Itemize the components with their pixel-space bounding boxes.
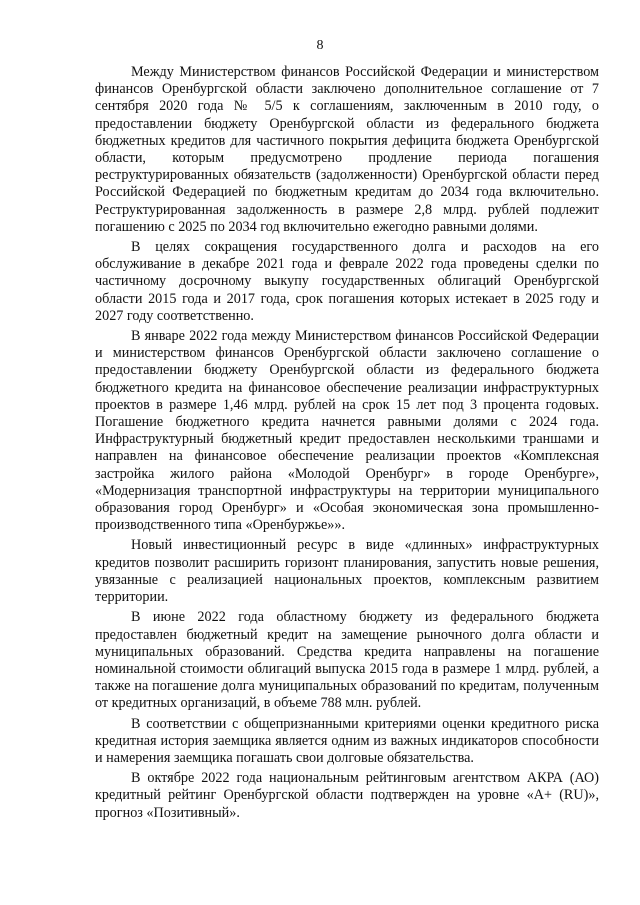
paragraph-bond-buyback: В целях сокращения государственного долга и расходов на его обслуживание в декабре 2021 года и феврале 2022 года проведены сделки по частичному досрочному выкупу государственных облигаций Оренбургской области 2015 года и 2017 года, срок погашения которых истекает в 2025 году и 2027 году соответственно.	[95, 239, 599, 324]
paragraph-restructuring-agreement: Между Министерством финансов Российской Федерации и министерством финансов Оренбургской области заключено дополнительное соглашение от 7 сентября 2020 года № 5/5 к соглашениям, заключенным в 2010 году, о предоставлении бюджету Оренбургской области из федерального бюджета бюджетных кредитов для частичного покрытия дефицита бюджета Оренбургской области, которым предусмотрено продление периода погашения реструктурированных обязательств (задолженности) Оренбургской области перед Российской Федерацией по бюджетным кредитам до 2034 года включительно. Реструктурированная задолженность в размере 2,8 млрд. рублей подлежит погашению с 2025 по 2034 год включительно ежегодно равными долями.	[95, 64, 599, 235]
paragraph-debt-replacement: В июне 2022 года областному бюджету из федерального бюджета предоставлен бюджетный кредит на замещение рыночного долга области и муниципальных образований. Средства кредита направлены на погашение номинальной стоимости облигаций выпуска 2015 года в размере 1 млрд. рублей, а также на погашение долга муниципальных образований по кредитам, полученным от кредитных организаций, в объеме 788 млн. рублей.	[95, 609, 599, 712]
paragraph-investment-resource: Новый инвестиционный ресурс в виде «длинных» инфраструктурных кредитов позволит расширить горизонт планирования, запустить новые решения, увязанные с реализацией национальных проектов, комплексным развитием территории.	[95, 537, 599, 606]
page-number: 8	[316, 38, 324, 53]
paragraph-credit-history: В соответствии с общепризнанными критериями оценки кредитного риска кредитная история заемщика является одним из важных индикаторов способности и намерения заемщика погашать свои долговые обязательства.	[95, 715, 599, 766]
document-body	[95, 64, 599, 825]
paragraph-infrastructure-credit: В январе 2022 года между Министерством финансов Российской Федерации и министерством финансов Оренбургской области заключено соглашение о предоставлении бюджету Оренбургской области из федерального бюджета бюджетного кредита на финансовое обеспечение реализации инфраструктурных проектов в размере 1,46 млрд. рублей на срок 15 лет под 3 процента годовых. Погашение бюджетного кредита начнется равными долями с 2024 года. Инфраструктурный бюджетный кредит предоставлен несколькими траншами и направлен на финансовое обеспечение реализации проектов «Комплексная застройка жилого района «Молодой Оренбург» в городе Оренбурге», «Модернизация транспортной инфраструктуры на территории муниципального образования город Оренбург» и «Особая экономическая зона промышленно-производственного типа «Оренбуржье»».	[95, 328, 599, 534]
paragraph-credit-rating: В октябре 2022 года национальным рейтинговым агентством АКРА (АО) кредитный рейтинг Оренбургской области подтвержден на уровне «А+ (RU)», прогноз «Позитивный».	[95, 770, 599, 821]
